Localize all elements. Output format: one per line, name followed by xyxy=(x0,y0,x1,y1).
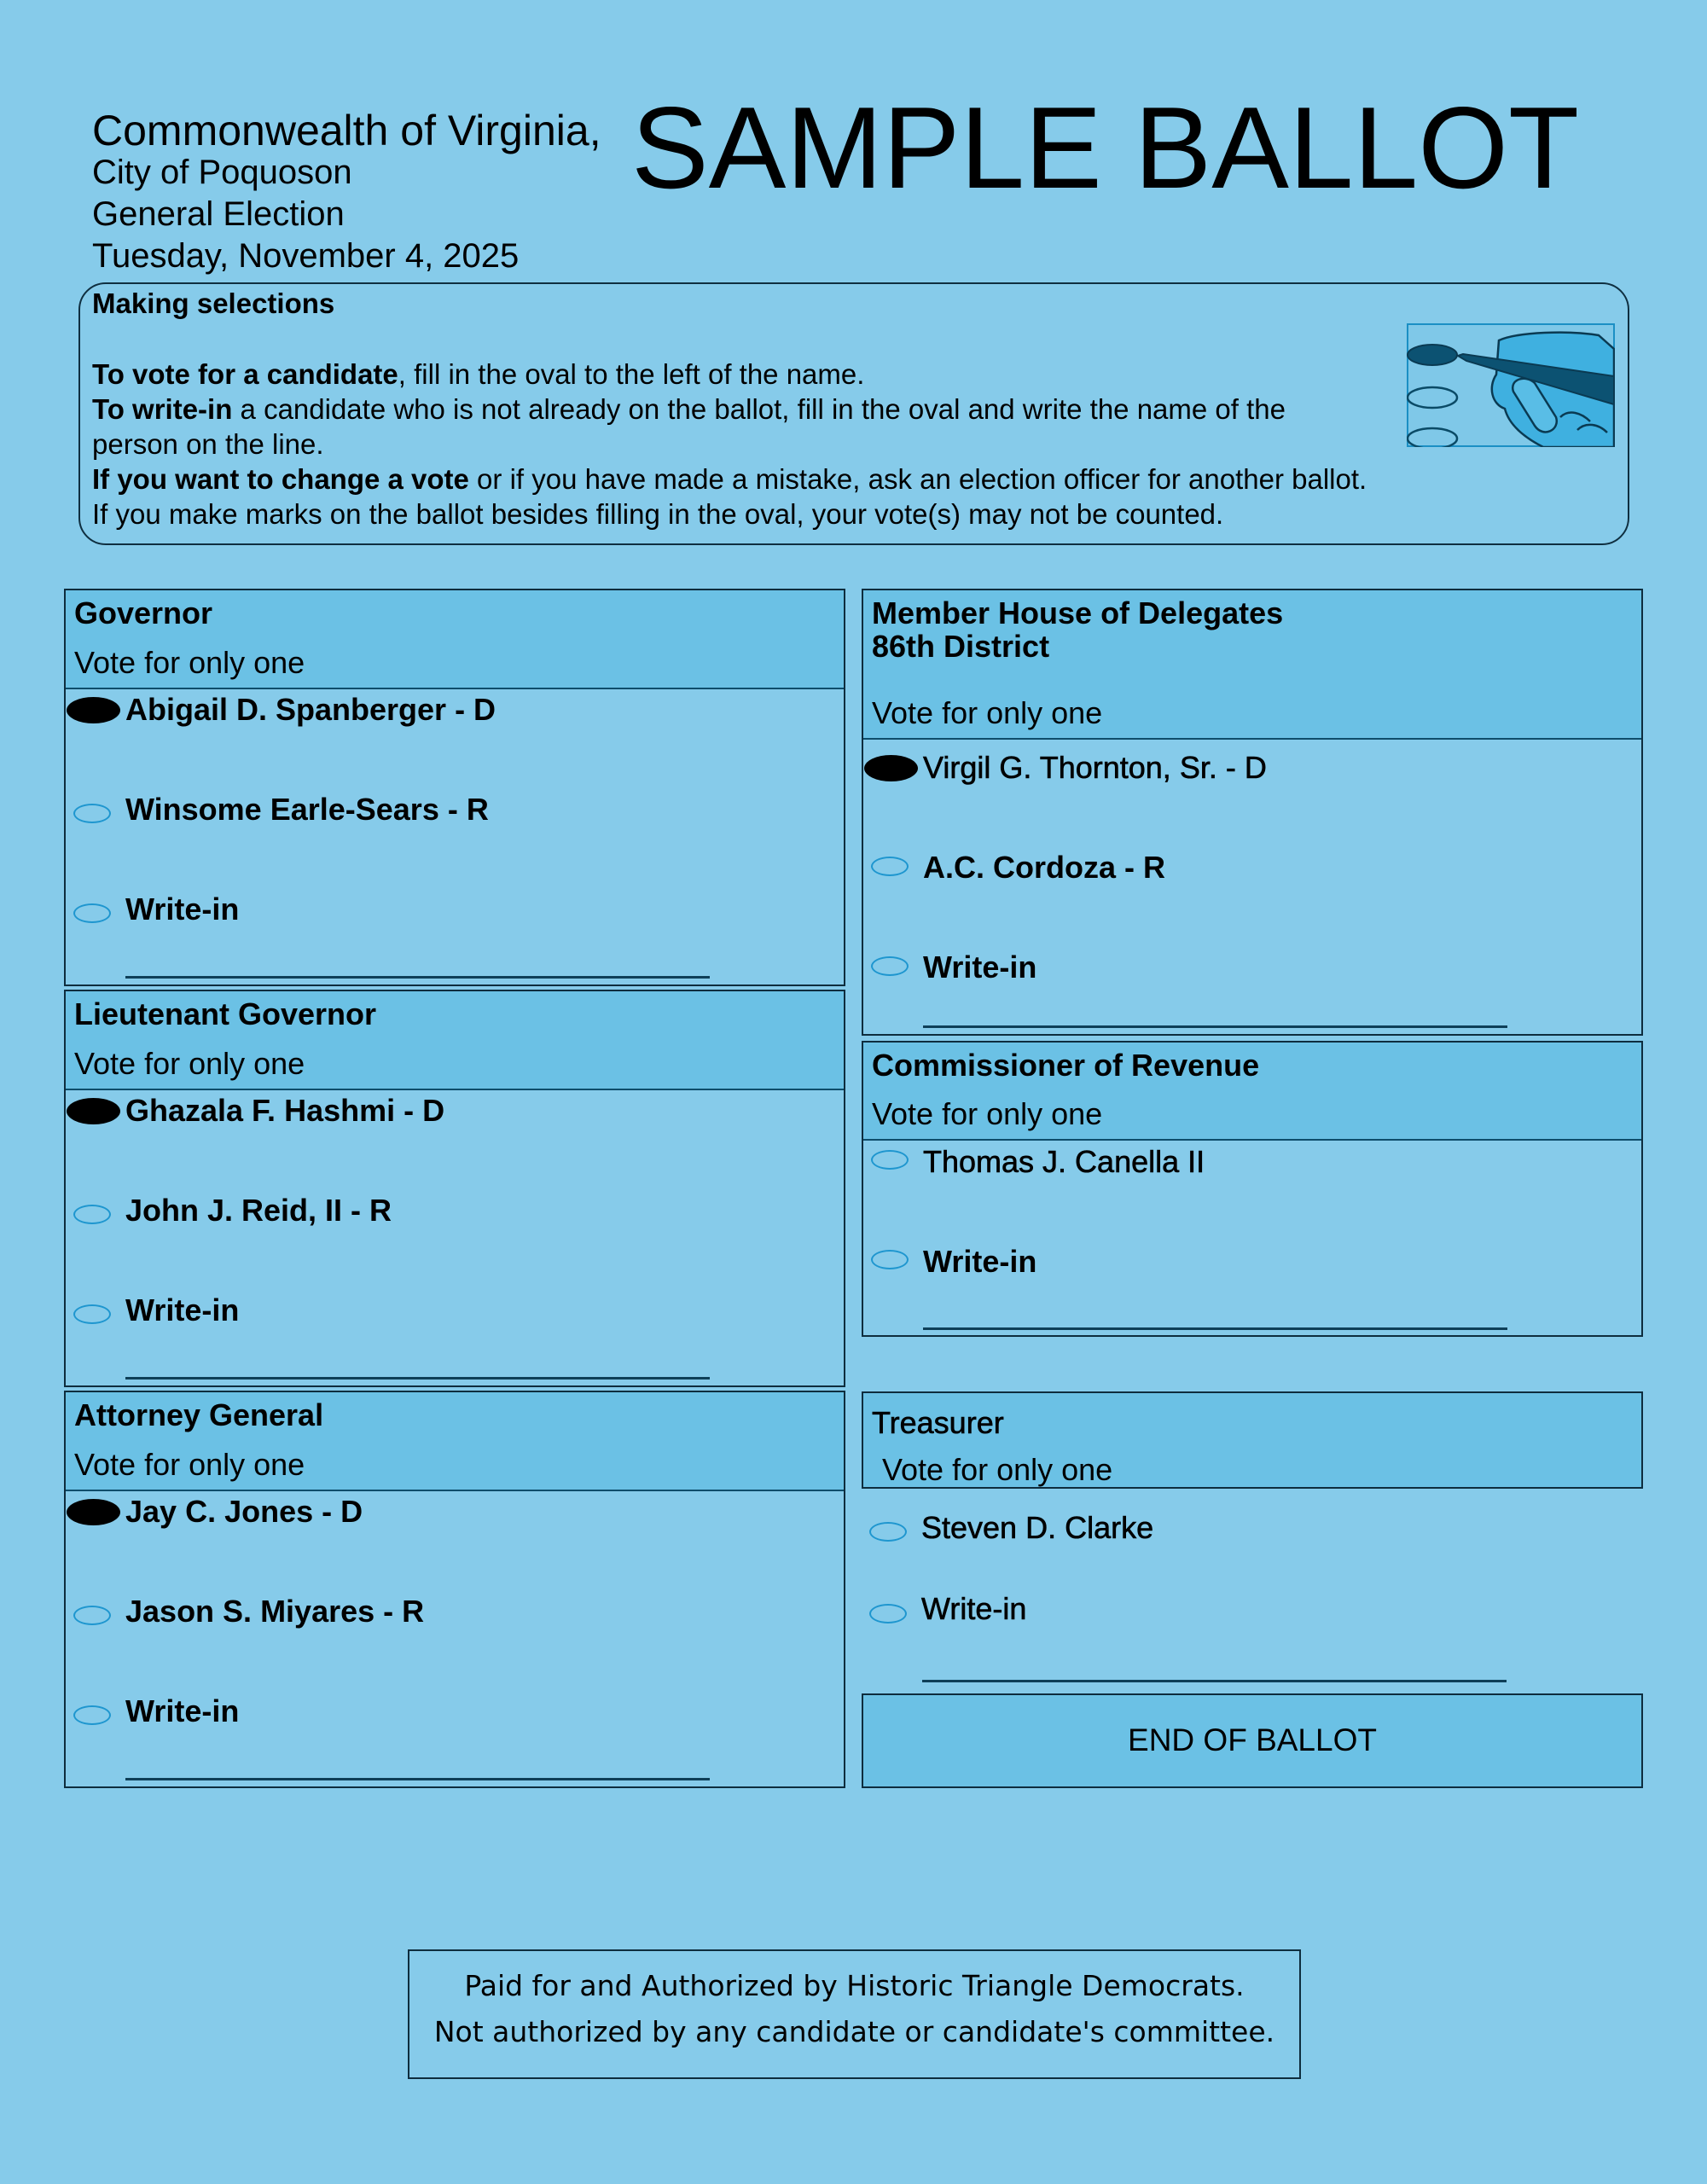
write-in-option[interactable] xyxy=(66,894,833,937)
write-in-line[interactable] xyxy=(125,976,710,979)
instruction-text: person on the line. xyxy=(92,428,324,460)
oval-empty-icon[interactable] xyxy=(73,804,111,823)
oval-empty-icon[interactable] xyxy=(871,1250,909,1269)
write-in-label: Write-in xyxy=(921,1591,1027,1626)
disclaimer-box xyxy=(408,1949,1301,2079)
write-in-label: Write-in xyxy=(125,1693,240,1728)
contest-title-line: Member House of Delegates xyxy=(872,595,1284,630)
end-of-ballot-label: END OF BALLOT xyxy=(1128,1722,1377,1757)
oval-filled-icon[interactable] xyxy=(67,1098,120,1124)
candidate-name: Steven D. Clarke xyxy=(921,1510,1154,1545)
candidate-name: Abigail D. Spanberger - D xyxy=(125,692,496,727)
instruction-line xyxy=(92,395,1286,423)
write-in-label: Write-in xyxy=(923,1244,1037,1279)
candidate-option[interactable] xyxy=(66,1596,833,1639)
contest-instruction: Vote for only one xyxy=(74,645,305,680)
candidate-name: John J. Reid, II - R xyxy=(125,1193,392,1228)
write-in-option[interactable] xyxy=(66,1693,833,1739)
contest-title: Commissioner of Revenue xyxy=(872,1048,1260,1083)
write-in-option[interactable] xyxy=(66,1292,833,1338)
candidate-name: Thomas J. Canella II xyxy=(923,1144,1205,1179)
contest-attorney-general xyxy=(64,1391,845,1788)
contest-title: Treasurer xyxy=(872,1405,1004,1440)
write-in-line[interactable] xyxy=(923,1025,1507,1028)
contest-instruction: Vote for only one xyxy=(74,1447,305,1482)
oval-empty-icon[interactable] xyxy=(869,1522,907,1542)
contest-instruction: Vote for only one xyxy=(882,1452,1113,1487)
instruction-line xyxy=(92,360,864,388)
contest-header xyxy=(66,1392,844,1491)
candidate-option[interactable] xyxy=(863,752,1631,795)
candidate-name: Winsome Earle-Sears - R xyxy=(125,792,489,827)
instructions-box xyxy=(78,282,1629,545)
oval-empty-icon[interactable] xyxy=(871,956,909,976)
candidate-name: Jay C. Jones - D xyxy=(125,1494,363,1529)
contest-title: Attorney General xyxy=(74,1397,324,1432)
contest-treasurer-header xyxy=(862,1391,1643,1489)
candidate-option[interactable] xyxy=(863,1144,1631,1189)
contest-title: Lieutenant Governor xyxy=(74,996,377,1031)
oval-empty-icon[interactable] xyxy=(871,1150,909,1170)
instruction-bold: To write-in xyxy=(92,393,233,425)
page-title: SAMPLE BALLOT xyxy=(631,83,1580,212)
contest-title: Governor xyxy=(74,595,213,630)
write-in-line[interactable] xyxy=(125,1778,710,1780)
candidate-option[interactable] xyxy=(66,1195,833,1238)
instruction-line xyxy=(92,500,1223,528)
candidate-option[interactable] xyxy=(66,1496,833,1539)
instruction-bold: To vote for a candidate xyxy=(92,358,398,390)
candidate-option[interactable] xyxy=(66,1095,833,1138)
oval-empty-icon[interactable] xyxy=(871,857,909,876)
instruction-text: , fill in the oval to the left of the name. xyxy=(398,358,865,390)
oval-filled-icon[interactable] xyxy=(67,697,120,723)
candidate-name: Ghazala F. Hashmi - D xyxy=(125,1093,445,1128)
contest-governor xyxy=(64,589,845,986)
contest-header xyxy=(863,590,1641,740)
write-in-line[interactable] xyxy=(923,1327,1507,1330)
candidate-name: Virgil G. Thornton, Sr. - D xyxy=(923,750,1267,785)
candidate-option[interactable] xyxy=(66,694,833,737)
instruction-line xyxy=(92,430,324,458)
contest-house-of-delegates xyxy=(862,589,1643,1036)
instruction-text: or if you have made a mistake, ask an election officer for another ballot. xyxy=(468,463,1367,495)
write-in-option[interactable] xyxy=(862,1591,1629,1636)
instruction-text: a candidate who is not already on the ballot, fill in the oval and write the name of the xyxy=(232,393,1286,425)
contest-instruction: Vote for only one xyxy=(872,1096,1103,1131)
oval-filled-icon[interactable] xyxy=(67,1499,120,1525)
candidate-name: Jason S. Miyares - R xyxy=(125,1594,425,1629)
oval-empty-icon[interactable] xyxy=(73,903,111,923)
write-in-line[interactable] xyxy=(922,1680,1507,1682)
write-in-label: Write-in xyxy=(923,950,1037,985)
end-of-ballot-box xyxy=(862,1693,1643,1788)
candidate-option[interactable] xyxy=(863,852,1631,895)
disclaimer-line-2: Not authorized by any candidate or candidate's committee. xyxy=(433,2015,1275,2048)
instructions-title: Making selections xyxy=(92,288,335,319)
write-in-option[interactable] xyxy=(863,952,1631,995)
election-date: Tuesday, November 4, 2025 xyxy=(92,237,520,275)
contest-instruction: Vote for only one xyxy=(872,695,1103,730)
contest-header xyxy=(863,1043,1641,1141)
election-name: General Election xyxy=(92,195,345,233)
disclaimer-line-1: Paid for and Authorized by Historic Triangle Democrats. xyxy=(464,1969,1245,2002)
hand-filling-oval-illustration-icon xyxy=(1407,323,1615,447)
contest-lieutenant-governor xyxy=(64,990,845,1387)
contest-header xyxy=(66,991,844,1090)
instruction-line xyxy=(92,465,1367,493)
contest-commissioner-of-revenue xyxy=(862,1041,1643,1337)
write-in-label: Write-in xyxy=(125,1292,240,1327)
oval-empty-icon[interactable] xyxy=(73,1606,111,1625)
oval-filled-icon[interactable] xyxy=(864,755,918,781)
candidate-name: A.C. Cordoza - R xyxy=(923,850,1165,885)
candidate-option[interactable] xyxy=(66,794,833,837)
instruction-bold: If you want to change a vote xyxy=(92,463,469,495)
contest-instruction: Vote for only one xyxy=(74,1046,305,1081)
oval-empty-icon[interactable] xyxy=(869,1604,907,1623)
locality-name: City of Poquoson xyxy=(92,154,352,191)
oval-empty-icon[interactable] xyxy=(73,1205,111,1224)
write-in-option[interactable] xyxy=(863,1246,1631,1289)
instruction-text: If you make marks on the ballot besides filling in the oval, your vote(s) may not be counted. xyxy=(92,498,1224,530)
contest-header xyxy=(66,590,844,689)
contest-title xyxy=(872,597,1283,664)
contest-district: 86th District xyxy=(872,628,1050,664)
write-in-line[interactable] xyxy=(125,1377,710,1380)
oval-empty-icon[interactable] xyxy=(73,1705,111,1725)
write-in-label: Write-in xyxy=(125,892,240,926)
state-name: Commonwealth of Virginia, xyxy=(92,107,601,154)
candidate-option[interactable] xyxy=(862,1510,1629,1555)
oval-empty-icon[interactable] xyxy=(73,1304,111,1324)
